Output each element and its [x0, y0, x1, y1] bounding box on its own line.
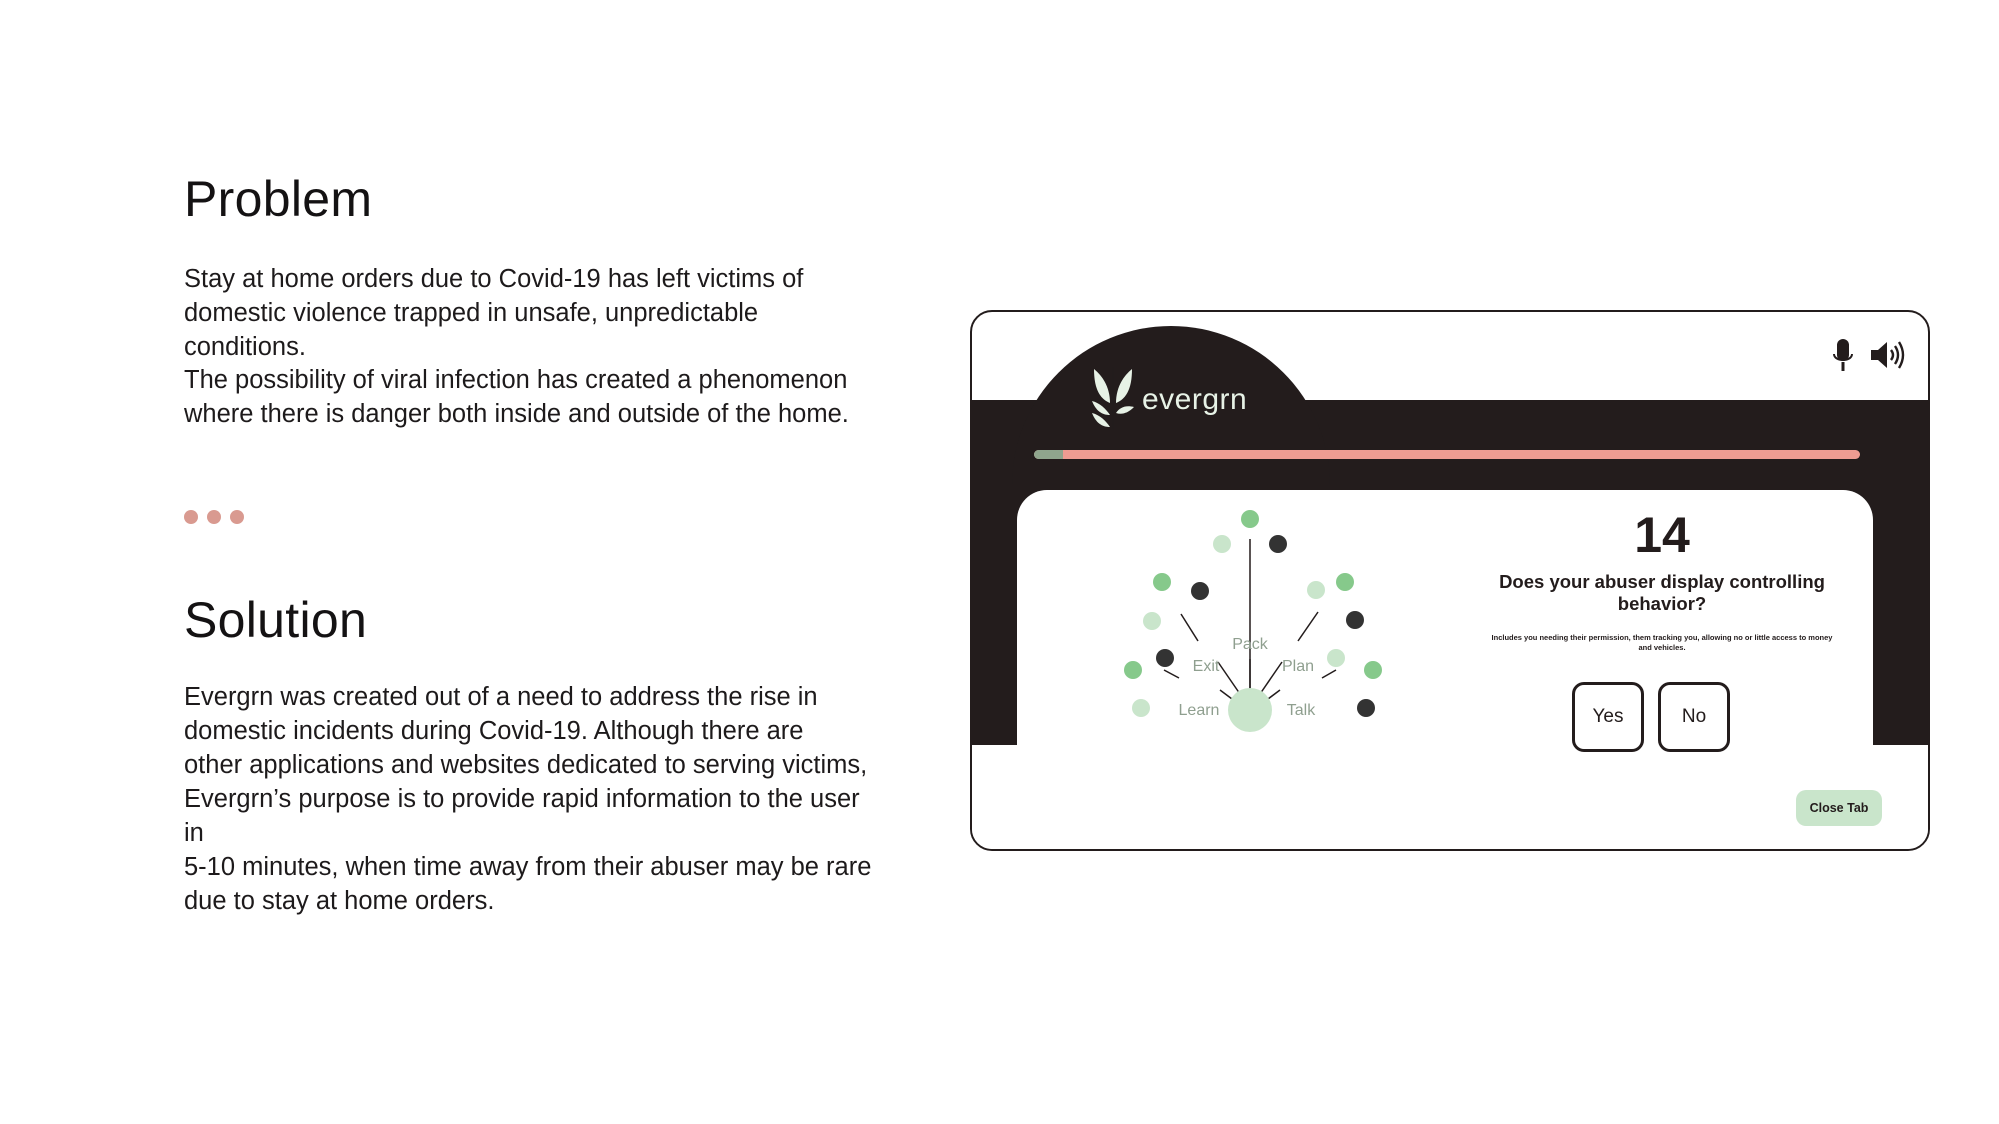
solution-text-line: Evergrn was created out of a need to address the rise in: [184, 683, 818, 711]
branch-label-plan: Plan: [1281, 658, 1315, 675]
node: [1307, 581, 1325, 599]
leaf-logo-icon: [1090, 367, 1136, 429]
branch-line: [1322, 670, 1336, 678]
solution-text-line: other applications and websites dedicated to serving victims,: [184, 751, 868, 779]
no-button[interactable]: No: [1658, 682, 1730, 752]
problem-text-line: where there is danger both inside and outside of the home.: [184, 400, 849, 428]
problem-text-line: domestic violence trapped in unsafe, unpredictable conditions.: [184, 299, 759, 361]
node: [1336, 573, 1354, 591]
root-node: [1228, 688, 1272, 732]
problem-text-line: The possibility of viral infection has created a phenomenon: [184, 366, 848, 394]
solution-heading: Solution: [184, 592, 368, 648]
node: [1153, 573, 1171, 591]
divider-dot: [207, 510, 221, 524]
answer-options: [1572, 682, 1730, 752]
question-text: Does your abuser display controlling behavior?: [1499, 571, 1825, 614]
branch-line: [1181, 614, 1198, 641]
branch-label-talk: Talk: [1286, 702, 1316, 719]
solution-text-line: Evergrn’s purpose is to provide rapid information to the user in: [184, 785, 860, 847]
node: [1269, 535, 1287, 553]
node: [1346, 611, 1364, 629]
branch-line: [1164, 670, 1179, 678]
yes-button[interactable]: Yes: [1572, 682, 1644, 752]
node: [1213, 535, 1231, 553]
problem-paragraph-1: [184, 262, 884, 364]
problem-heading: Problem: [184, 171, 373, 227]
node: [1156, 649, 1174, 667]
solution-text-line: 5-10 minutes, when time away from their abuser may be rare: [184, 853, 872, 881]
node: [1124, 661, 1142, 679]
node: [1143, 612, 1161, 630]
problem-paragraph-2: [184, 363, 884, 431]
solution-text-line: due to stay at home orders.: [184, 887, 495, 915]
divider-dot: [184, 510, 198, 524]
question-number: 14: [1634, 507, 1690, 563]
node: [1132, 699, 1150, 717]
quiz-progress-fill: [1034, 450, 1063, 459]
node: [1191, 582, 1209, 600]
evergrn-logo: [1090, 367, 1247, 429]
microphone-button[interactable]: [1828, 338, 1858, 372]
node: [1357, 699, 1375, 717]
problem-text-line: Stay at home orders due to Covid-19 has left victims of: [184, 265, 804, 293]
solution-paragraph: [184, 680, 884, 918]
branch-label-exit: Exit: [1192, 658, 1220, 675]
section-divider-dots: [184, 510, 244, 524]
branch-label-pack: Pack: [1232, 636, 1268, 653]
question-subtext: Includes you needing their permission, them tracking you, allowing no or little access to money and vehicles.: [1491, 633, 1833, 652]
close-tab-button[interactable]: Close Tab: [1796, 790, 1882, 826]
node: [1241, 510, 1259, 528]
logo-wordmark: evergrn: [1142, 383, 1248, 416]
microphone-icon: [1833, 338, 1853, 372]
speaker-icon: [1869, 340, 1907, 370]
branch-line: [1218, 662, 1240, 694]
branch-label-learn: Learn: [1178, 702, 1220, 719]
quiz-progress-bar: [1034, 450, 1860, 459]
node: [1327, 649, 1345, 667]
divider-dot: [230, 510, 244, 524]
node: [1364, 661, 1382, 679]
app-mockup-window: [970, 310, 1930, 851]
solution-text-line: domestic incidents during Covid-19. Although there are: [184, 717, 804, 745]
speaker-button[interactable]: [1868, 338, 1908, 372]
question-block: [1482, 507, 1842, 653]
branch-line: [1298, 612, 1318, 641]
branch-line: [1260, 662, 1282, 694]
branch-diagram: [1100, 502, 1400, 762]
